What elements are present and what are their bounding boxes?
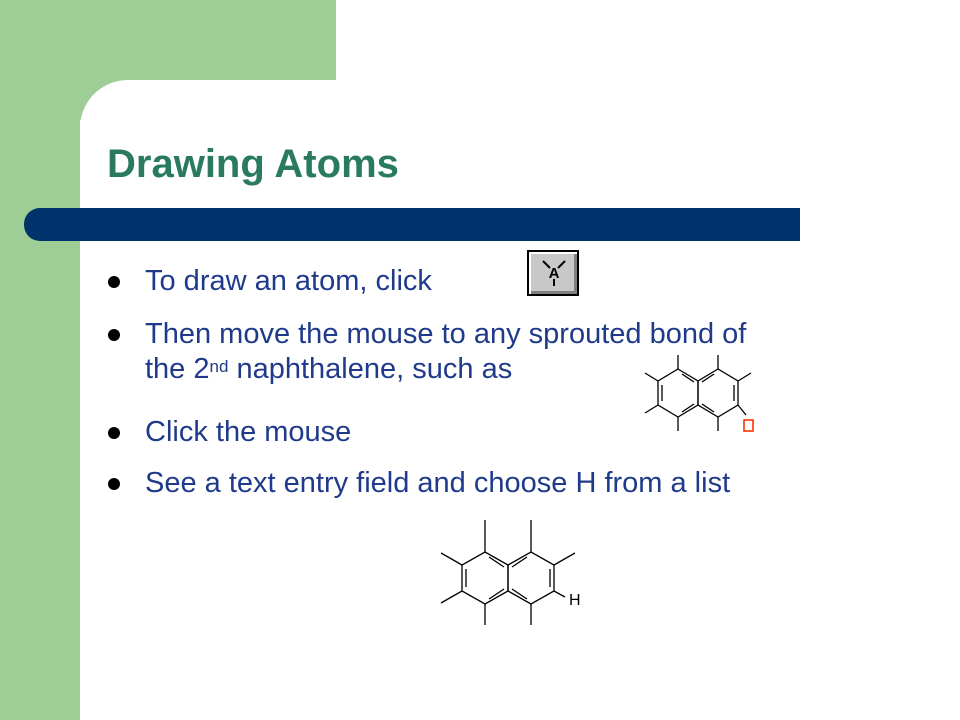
hydrogen-atom-label: H [569, 592, 581, 609]
bullet-text-line2 [145, 352, 512, 386]
atom-tool-button[interactable] [527, 250, 579, 296]
bullet-text: See a text entry field and choose H from a list [145, 467, 731, 499]
naphthalene-sprouted-diagram [640, 355, 765, 455]
bullet-text: To draw an atom, click [145, 265, 432, 297]
bullet-dot [108, 478, 120, 490]
cursor-marker-icon [744, 420, 753, 431]
bullet-dot [108, 427, 120, 439]
bullet-dot [108, 329, 120, 341]
atom-tool-icon [539, 259, 569, 287]
ordinal-superscript: nd [209, 357, 229, 376]
svg-text:A: A [548, 265, 560, 282]
bullet-dot [108, 276, 120, 288]
naphthalene-with-hydrogen-diagram [435, 515, 585, 630]
slide-title: Drawing Atoms [107, 142, 399, 186]
title-underline-bar [24, 208, 800, 241]
bullet-text: Click the mouse [145, 416, 352, 448]
line2-post: naphthalene, such as [228, 353, 513, 385]
bullet-text-line1: Then move the mouse to any sprouted bond of [145, 318, 747, 350]
line2-pre: the 2 [145, 353, 210, 385]
